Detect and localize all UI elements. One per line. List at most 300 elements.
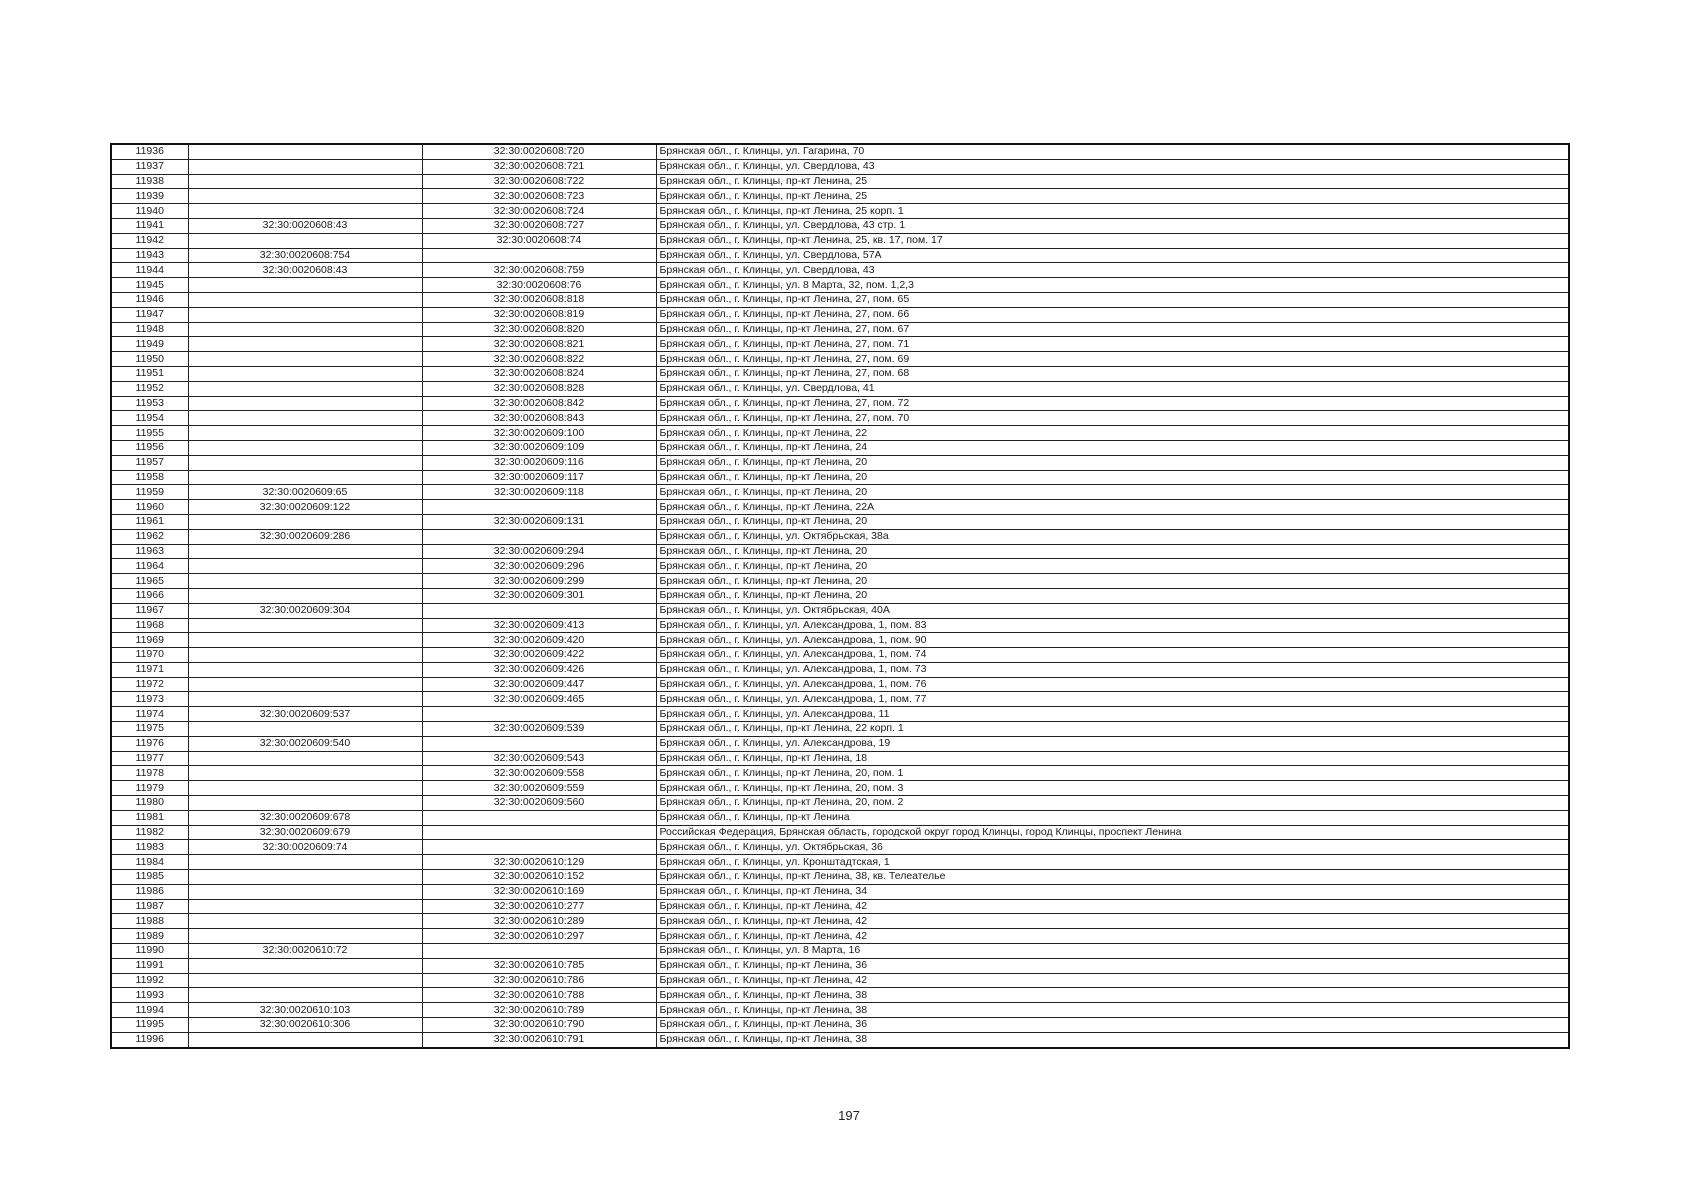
row-number-cell: 11939	[111, 189, 188, 204]
table-row	[111, 1032, 1569, 1047]
parcel-cadastral-number-cell	[188, 633, 422, 648]
table-row	[111, 633, 1569, 648]
row-number-cell: 11965	[111, 574, 188, 589]
parcel-cadastral-number-cell	[188, 781, 422, 796]
object-cadastral-number-cell: 32:30:0020609:299	[422, 574, 656, 589]
object-cadastral-number-cell: 32:30:0020608:727	[422, 218, 656, 233]
row-number-cell: 11942	[111, 233, 188, 248]
parcel-cadastral-number-cell	[188, 988, 422, 1003]
table-row	[111, 174, 1569, 189]
row-number-cell: 11987	[111, 899, 188, 914]
table-row	[111, 574, 1569, 589]
address-cell: Брянская обл., г. Клинцы, пр-кт Ленина, 20, пом. 3	[656, 781, 1569, 796]
row-number-cell: 11967	[111, 603, 188, 618]
object-cadastral-number-cell: 32:30:0020609:426	[422, 662, 656, 677]
address-cell: Брянская обл., г. Клинцы, ул. Свердлова, 43 стр. 1	[656, 218, 1569, 233]
object-cadastral-number-cell: 32:30:0020609:294	[422, 544, 656, 559]
table-row	[111, 781, 1569, 796]
parcel-cadastral-number-cell: 32:30:0020609:679	[188, 825, 422, 840]
parcel-cadastral-number-cell	[188, 648, 422, 663]
row-number-cell: 11986	[111, 884, 188, 899]
address-cell: Брянская обл., г. Клинцы, пр-кт Ленина, 27, пом. 72	[656, 396, 1569, 411]
address-cell: Брянская обл., г. Клинцы, пр-кт Ленина, 20	[656, 470, 1569, 485]
row-number-cell: 11936	[111, 144, 188, 159]
table-row	[111, 692, 1569, 707]
parcel-cadastral-number-cell: 32:30:0020608:43	[188, 218, 422, 233]
object-cadastral-number-cell: 32:30:0020610:152	[422, 870, 656, 885]
object-cadastral-number-cell: 32:30:0020608:828	[422, 381, 656, 396]
object-cadastral-number-cell: 32:30:0020609:539	[422, 722, 656, 737]
table-row	[111, 411, 1569, 426]
object-cadastral-number-cell: 32:30:0020610:788	[422, 988, 656, 1003]
table-row	[111, 1018, 1569, 1033]
address-cell: Брянская обл., г. Клинцы, ул. Александрова, 1, пом. 90	[656, 633, 1569, 648]
address-cell: Брянская обл., г. Клинцы, пр-кт Ленина, 27, пом. 70	[656, 411, 1569, 426]
address-cell: Брянская обл., г. Клинцы, пр-кт Ленина, 22А	[656, 500, 1569, 515]
parcel-cadastral-number-cell	[188, 278, 422, 293]
table-row	[111, 840, 1569, 855]
row-number-cell: 11973	[111, 692, 188, 707]
row-number-cell: 11970	[111, 648, 188, 663]
parcel-cadastral-number-cell	[188, 174, 422, 189]
address-cell: Брянская обл., г. Клинцы, пр-кт Ленина, 38, кв. Телеателье	[656, 870, 1569, 885]
address-cell: Брянская обл., г. Клинцы, ул. Гагарина, 70	[656, 144, 1569, 159]
address-cell: Брянская обл., г. Клинцы, пр-кт Ленина, 20, пом. 1	[656, 766, 1569, 781]
row-number-cell: 11971	[111, 662, 188, 677]
address-cell: Брянская обл., г. Клинцы, ул. Свердлова, 57А	[656, 248, 1569, 263]
parcel-cadastral-number-cell	[188, 470, 422, 485]
table-row	[111, 144, 1569, 159]
object-cadastral-number-cell: 32:30:0020610:297	[422, 929, 656, 944]
parcel-cadastral-number-cell: 32:30:0020609:65	[188, 485, 422, 500]
row-number-cell: 11960	[111, 500, 188, 515]
parcel-cadastral-number-cell	[188, 426, 422, 441]
object-cadastral-number-cell	[422, 529, 656, 544]
object-cadastral-number-cell: 32:30:0020609:420	[422, 633, 656, 648]
object-cadastral-number-cell	[422, 736, 656, 751]
row-number-cell: 11945	[111, 278, 188, 293]
object-cadastral-number-cell: 32:30:0020610:785	[422, 958, 656, 973]
row-number-cell: 11980	[111, 796, 188, 811]
parcel-cadastral-number-cell	[188, 159, 422, 174]
address-cell: Брянская обл., г. Клинцы, пр-кт Ленина, 36	[656, 1018, 1569, 1033]
object-cadastral-number-cell: 32:30:0020609:117	[422, 470, 656, 485]
row-number-cell: 11969	[111, 633, 188, 648]
address-cell: Брянская обл., г. Клинцы, ул. Александрова, 1, пом. 74	[656, 648, 1569, 663]
object-cadastral-number-cell: 32:30:0020609:100	[422, 426, 656, 441]
row-number-cell: 11937	[111, 159, 188, 174]
row-number-cell: 11958	[111, 470, 188, 485]
parcel-cadastral-number-cell: 32:30:0020609:286	[188, 529, 422, 544]
table-row	[111, 914, 1569, 929]
table-row	[111, 366, 1569, 381]
row-number-cell: 11959	[111, 485, 188, 500]
row-number-cell: 11990	[111, 944, 188, 959]
row-number-cell: 11953	[111, 396, 188, 411]
object-cadastral-number-cell: 32:30:0020608:818	[422, 292, 656, 307]
address-cell: Брянская обл., г. Клинцы, пр-кт Ленина, 20	[656, 514, 1569, 529]
parcel-cadastral-number-cell	[188, 322, 422, 337]
parcel-cadastral-number-cell	[188, 204, 422, 219]
table-row	[111, 322, 1569, 337]
parcel-cadastral-number-cell	[188, 307, 422, 322]
row-number-cell: 11988	[111, 914, 188, 929]
parcel-cadastral-number-cell	[188, 796, 422, 811]
row-number-cell: 11948	[111, 322, 188, 337]
table-row	[111, 455, 1569, 470]
table-row	[111, 855, 1569, 870]
address-cell: Брянская обл., г. Клинцы, пр-кт Ленина, 20	[656, 559, 1569, 574]
parcel-cadastral-number-cell: 32:30:0020609:678	[188, 810, 422, 825]
table-row	[111, 381, 1569, 396]
row-number-cell: 11944	[111, 263, 188, 278]
parcel-cadastral-number-cell	[188, 973, 422, 988]
address-cell: Брянская обл., г. Клинцы, пр-кт Ленина, 20	[656, 455, 1569, 470]
parcel-cadastral-number-cell	[188, 189, 422, 204]
address-cell: Брянская обл., г. Клинцы, ул. Александрова, 19	[656, 736, 1569, 751]
address-cell: Брянская обл., г. Клинцы, пр-кт Ленина, 38	[656, 1003, 1569, 1018]
row-number-cell: 11978	[111, 766, 188, 781]
row-number-cell: 11963	[111, 544, 188, 559]
object-cadastral-number-cell: 32:30:0020610:277	[422, 899, 656, 914]
object-cadastral-number-cell: 32:30:0020610:129	[422, 855, 656, 870]
address-cell: Брянская обл., г. Клинцы, пр-кт Ленина, 36	[656, 958, 1569, 973]
table-row	[111, 559, 1569, 574]
address-cell: Брянская обл., г. Клинцы, ул. 8 Марта, 16	[656, 944, 1569, 959]
table-row	[111, 337, 1569, 352]
object-cadastral-number-cell: 32:30:0020608:824	[422, 366, 656, 381]
row-number-cell: 11949	[111, 337, 188, 352]
row-number-cell: 11956	[111, 440, 188, 455]
object-cadastral-number-cell: 32:30:0020609:558	[422, 766, 656, 781]
row-number-cell: 11957	[111, 455, 188, 470]
address-cell: Брянская обл., г. Клинцы, пр-кт Ленина, 22	[656, 426, 1569, 441]
row-number-cell: 11952	[111, 381, 188, 396]
row-number-cell: 11995	[111, 1018, 188, 1033]
address-cell: Брянская обл., г. Клинцы, пр-кт Ленина, 20	[656, 588, 1569, 603]
table-row	[111, 470, 1569, 485]
table-row	[111, 751, 1569, 766]
parcel-cadastral-number-cell	[188, 544, 422, 559]
object-cadastral-number-cell: 32:30:0020609:559	[422, 781, 656, 796]
object-cadastral-number-cell: 32:30:0020610:786	[422, 973, 656, 988]
table-row	[111, 662, 1569, 677]
table-row	[111, 396, 1569, 411]
parcel-cadastral-number-cell	[188, 751, 422, 766]
table-row	[111, 426, 1569, 441]
address-cell: Брянская обл., г. Клинцы, пр-кт Ленина, 27, пом. 71	[656, 337, 1569, 352]
parcel-cadastral-number-cell	[188, 1032, 422, 1047]
table-row	[111, 796, 1569, 811]
object-cadastral-number-cell: 32:30:0020608:819	[422, 307, 656, 322]
object-cadastral-number-cell: 32:30:0020610:169	[422, 884, 656, 899]
row-number-cell: 11975	[111, 722, 188, 737]
object-cadastral-number-cell: 32:30:0020608:821	[422, 337, 656, 352]
table-row	[111, 514, 1569, 529]
parcel-cadastral-number-cell	[188, 929, 422, 944]
object-cadastral-number-cell: 32:30:0020609:422	[422, 648, 656, 663]
parcel-cadastral-number-cell: 32:30:0020609:304	[188, 603, 422, 618]
table-row	[111, 722, 1569, 737]
parcel-cadastral-number-cell	[188, 588, 422, 603]
parcel-cadastral-number-cell	[188, 337, 422, 352]
row-number-cell: 11994	[111, 1003, 188, 1018]
table-row	[111, 988, 1569, 1003]
row-number-cell: 11954	[111, 411, 188, 426]
address-cell: Брянская обл., г. Клинцы, пр-кт Ленина, 27, пом. 69	[656, 352, 1569, 367]
object-cadastral-number-cell	[422, 825, 656, 840]
table-row	[111, 810, 1569, 825]
table-row	[111, 485, 1569, 500]
object-cadastral-number-cell	[422, 944, 656, 959]
object-cadastral-number-cell: 32:30:0020608:842	[422, 396, 656, 411]
object-cadastral-number-cell: 32:30:0020608:822	[422, 352, 656, 367]
address-cell: Российская Федерация, Брянская область, городской округ город Клинцы, город Клинцы, проспект Ленина	[656, 825, 1569, 840]
table-row	[111, 736, 1569, 751]
table-row	[111, 1003, 1569, 1018]
address-cell: Брянская обл., г. Клинцы, пр-кт Ленина, 22 корп. 1	[656, 722, 1569, 737]
table-row	[111, 825, 1569, 840]
address-cell: Брянская обл., г. Клинцы, пр-кт Ленина, 42	[656, 973, 1569, 988]
table-row	[111, 159, 1569, 174]
row-number-cell: 11974	[111, 707, 188, 722]
address-cell: Брянская обл., г. Клинцы, пр-кт Ленина, 38	[656, 988, 1569, 1003]
address-cell: Брянская обл., г. Клинцы, ул. Александрова, 11	[656, 707, 1569, 722]
table-row	[111, 440, 1569, 455]
table-row	[111, 677, 1569, 692]
parcel-cadastral-number-cell	[188, 440, 422, 455]
table-row	[111, 218, 1569, 233]
object-cadastral-number-cell: 32:30:0020610:289	[422, 914, 656, 929]
table-row	[111, 603, 1569, 618]
table-row	[111, 529, 1569, 544]
object-cadastral-number-cell: 32:30:0020609:296	[422, 559, 656, 574]
parcel-cadastral-number-cell	[188, 144, 422, 159]
parcel-cadastral-number-cell: 32:30:0020610:306	[188, 1018, 422, 1033]
table-row	[111, 263, 1569, 278]
object-cadastral-number-cell: 32:30:0020610:790	[422, 1018, 656, 1033]
table-row	[111, 278, 1569, 293]
row-number-cell: 11979	[111, 781, 188, 796]
object-cadastral-number-cell: 32:30:0020609:118	[422, 485, 656, 500]
object-cadastral-number-cell: 32:30:0020609:465	[422, 692, 656, 707]
address-cell: Брянская обл., г. Клинцы, ул. Александрова, 1, пом. 83	[656, 618, 1569, 633]
table-row	[111, 884, 1569, 899]
object-cadastral-number-cell	[422, 248, 656, 263]
parcel-cadastral-number-cell: 32:30:0020608:754	[188, 248, 422, 263]
table-row	[111, 618, 1569, 633]
address-cell: Брянская обл., г. Клинцы, пр-кт Ленина, 24	[656, 440, 1569, 455]
parcel-cadastral-number-cell	[188, 870, 422, 885]
address-cell: Брянская обл., г. Клинцы, пр-кт Ленина, 42	[656, 929, 1569, 944]
address-cell: Брянская обл., г. Клинцы, пр-кт Ленина, 27, пом. 65	[656, 292, 1569, 307]
address-cell: Брянская обл., г. Клинцы, ул. Александрова, 1, пом. 77	[656, 692, 1569, 707]
row-number-cell: 11943	[111, 248, 188, 263]
parcel-cadastral-number-cell	[188, 455, 422, 470]
table-row	[111, 870, 1569, 885]
row-number-cell: 11941	[111, 218, 188, 233]
object-cadastral-number-cell: 32:30:0020609:413	[422, 618, 656, 633]
address-cell: Брянская обл., г. Клинцы, ул. Свердлова, 41	[656, 381, 1569, 396]
row-number-cell: 11981	[111, 810, 188, 825]
object-cadastral-number-cell: 32:30:0020610:791	[422, 1032, 656, 1047]
parcel-cadastral-number-cell	[188, 574, 422, 589]
object-cadastral-number-cell: 32:30:0020608:759	[422, 263, 656, 278]
table-row	[111, 292, 1569, 307]
row-number-cell: 11938	[111, 174, 188, 189]
parcel-cadastral-number-cell	[188, 233, 422, 248]
parcel-cadastral-number-cell	[188, 411, 422, 426]
address-cell: Брянская обл., г. Клинцы, пр-кт Ленина, 25	[656, 174, 1569, 189]
row-number-cell: 11966	[111, 588, 188, 603]
object-cadastral-number-cell: 32:30:0020610:789	[422, 1003, 656, 1018]
object-cadastral-number-cell: 32:30:0020609:116	[422, 455, 656, 470]
table-row	[111, 248, 1569, 263]
row-number-cell: 11947	[111, 307, 188, 322]
parcel-cadastral-number-cell: 32:30:0020609:537	[188, 707, 422, 722]
row-number-cell: 11976	[111, 736, 188, 751]
parcel-cadastral-number-cell	[188, 292, 422, 307]
object-cadastral-number-cell: 32:30:0020608:76	[422, 278, 656, 293]
object-cadastral-number-cell	[422, 707, 656, 722]
address-cell: Брянская обл., г. Клинцы, пр-кт Ленина, 27, пом. 66	[656, 307, 1569, 322]
address-cell: Брянская обл., г. Клинцы, ул. Свердлова, 43	[656, 263, 1569, 278]
row-number-cell: 11950	[111, 352, 188, 367]
table-row	[111, 588, 1569, 603]
object-cadastral-number-cell: 32:30:0020609:543	[422, 751, 656, 766]
row-number-cell: 11989	[111, 929, 188, 944]
object-cadastral-number-cell: 32:30:0020609:447	[422, 677, 656, 692]
row-number-cell: 11972	[111, 677, 188, 692]
address-cell: Брянская обл., г. Клинцы, пр-кт Ленина, 20, пом. 2	[656, 796, 1569, 811]
object-cadastral-number-cell: 32:30:0020608:723	[422, 189, 656, 204]
address-cell: Брянская обл., г. Клинцы, ул. Октябрьская, 38а	[656, 529, 1569, 544]
row-number-cell: 11940	[111, 204, 188, 219]
address-cell: Брянская обл., г. Клинцы, пр-кт Ленина, 20	[656, 485, 1569, 500]
registry-table-body	[111, 144, 1569, 1048]
table-row	[111, 766, 1569, 781]
object-cadastral-number-cell	[422, 500, 656, 515]
table-row	[111, 204, 1569, 219]
parcel-cadastral-number-cell	[188, 366, 422, 381]
parcel-cadastral-number-cell: 32:30:0020610:72	[188, 944, 422, 959]
object-cadastral-number-cell: 32:30:0020608:74	[422, 233, 656, 248]
address-cell: Брянская обл., г. Клинцы, пр-кт Ленина, 27, пом. 67	[656, 322, 1569, 337]
object-cadastral-number-cell: 32:30:0020609:109	[422, 440, 656, 455]
registry-table	[110, 143, 1570, 1049]
parcel-cadastral-number-cell	[188, 352, 422, 367]
address-cell: Брянская обл., г. Клинцы, пр-кт Ленина	[656, 810, 1569, 825]
address-cell: Брянская обл., г. Клинцы, ул. Октябрьская, 40А	[656, 603, 1569, 618]
row-number-cell: 11992	[111, 973, 188, 988]
object-cadastral-number-cell: 32:30:0020608:820	[422, 322, 656, 337]
address-cell: Брянская обл., г. Клинцы, пр-кт Ленина, 42	[656, 899, 1569, 914]
parcel-cadastral-number-cell	[188, 766, 422, 781]
address-cell: Брянская обл., г. Клинцы, пр-кт Ленина, 38	[656, 1032, 1569, 1047]
row-number-cell: 11982	[111, 825, 188, 840]
parcel-cadastral-number-cell	[188, 514, 422, 529]
page-number: 197	[838, 1108, 860, 1123]
parcel-cadastral-number-cell: 32:30:0020610:103	[188, 1003, 422, 1018]
table-row	[111, 189, 1569, 204]
parcel-cadastral-number-cell	[188, 677, 422, 692]
object-cadastral-number-cell	[422, 603, 656, 618]
row-number-cell: 11983	[111, 840, 188, 855]
object-cadastral-number-cell: 32:30:0020608:720	[422, 144, 656, 159]
object-cadastral-number-cell: 32:30:0020609:131	[422, 514, 656, 529]
address-cell: Брянская обл., г. Клинцы, ул. 8 Марта, 32, пом. 1,2,3	[656, 278, 1569, 293]
table-row	[111, 707, 1569, 722]
table-row	[111, 929, 1569, 944]
parcel-cadastral-number-cell	[188, 914, 422, 929]
address-cell: Брянская обл., г. Клинцы, ул. Октябрьская, 36	[656, 840, 1569, 855]
parcel-cadastral-number-cell	[188, 662, 422, 677]
address-cell: Брянская обл., г. Клинцы, ул. Александрова, 1, пом. 73	[656, 662, 1569, 677]
address-cell: Брянская обл., г. Клинцы, ул. Свердлова, 43	[656, 159, 1569, 174]
object-cadastral-number-cell: 32:30:0020608:721	[422, 159, 656, 174]
parcel-cadastral-number-cell: 32:30:0020608:43	[188, 263, 422, 278]
address-cell: Брянская обл., г. Клинцы, пр-кт Ленина, 25 корп. 1	[656, 204, 1569, 219]
row-number-cell: 11977	[111, 751, 188, 766]
object-cadastral-number-cell: 32:30:0020609:560	[422, 796, 656, 811]
parcel-cadastral-number-cell	[188, 958, 422, 973]
table-row	[111, 648, 1569, 663]
address-cell: Брянская обл., г. Клинцы, пр-кт Ленина, 20	[656, 544, 1569, 559]
table-row	[111, 500, 1569, 515]
row-number-cell: 11955	[111, 426, 188, 441]
row-number-cell: 11984	[111, 855, 188, 870]
parcel-cadastral-number-cell	[188, 559, 422, 574]
row-number-cell: 11962	[111, 529, 188, 544]
table-row	[111, 352, 1569, 367]
address-cell: Брянская обл., г. Клинцы, ул. Александрова, 1, пом. 76	[656, 677, 1569, 692]
address-cell: Брянская обл., г. Клинцы, пр-кт Ленина, 25	[656, 189, 1569, 204]
address-cell: Брянская обл., г. Клинцы, ул. Кронштадтская, 1	[656, 855, 1569, 870]
table-row	[111, 958, 1569, 973]
object-cadastral-number-cell: 32:30:0020609:301	[422, 588, 656, 603]
address-cell: Брянская обл., г. Клинцы, пр-кт Ленина, 25, кв. 17, пом. 17	[656, 233, 1569, 248]
parcel-cadastral-number-cell: 32:30:0020609:122	[188, 500, 422, 515]
table-row	[111, 899, 1569, 914]
row-number-cell: 11961	[111, 514, 188, 529]
row-number-cell: 11996	[111, 1032, 188, 1047]
parcel-cadastral-number-cell	[188, 722, 422, 737]
parcel-cadastral-number-cell: 32:30:0020609:540	[188, 736, 422, 751]
row-number-cell: 11968	[111, 618, 188, 633]
parcel-cadastral-number-cell: 32:30:0020609:74	[188, 840, 422, 855]
object-cadastral-number-cell	[422, 840, 656, 855]
table-row	[111, 544, 1569, 559]
parcel-cadastral-number-cell	[188, 381, 422, 396]
table-row	[111, 307, 1569, 322]
address-cell: Брянская обл., г. Клинцы, пр-кт Ленина, 27, пом. 68	[656, 366, 1569, 381]
object-cadastral-number-cell	[422, 810, 656, 825]
parcel-cadastral-number-cell	[188, 396, 422, 411]
row-number-cell: 11964	[111, 559, 188, 574]
address-cell: Брянская обл., г. Клинцы, пр-кт Ленина, 20	[656, 574, 1569, 589]
row-number-cell: 11991	[111, 958, 188, 973]
row-number-cell: 11951	[111, 366, 188, 381]
table-row	[111, 233, 1569, 248]
parcel-cadastral-number-cell	[188, 618, 422, 633]
table-row	[111, 944, 1569, 959]
parcel-cadastral-number-cell	[188, 884, 422, 899]
object-cadastral-number-cell: 32:30:0020608:722	[422, 174, 656, 189]
object-cadastral-number-cell: 32:30:0020608:724	[422, 204, 656, 219]
table-row	[111, 973, 1569, 988]
address-cell: Брянская обл., г. Клинцы, пр-кт Ленина, 42	[656, 914, 1569, 929]
address-cell: Брянская обл., г. Клинцы, пр-кт Ленина, 18	[656, 751, 1569, 766]
